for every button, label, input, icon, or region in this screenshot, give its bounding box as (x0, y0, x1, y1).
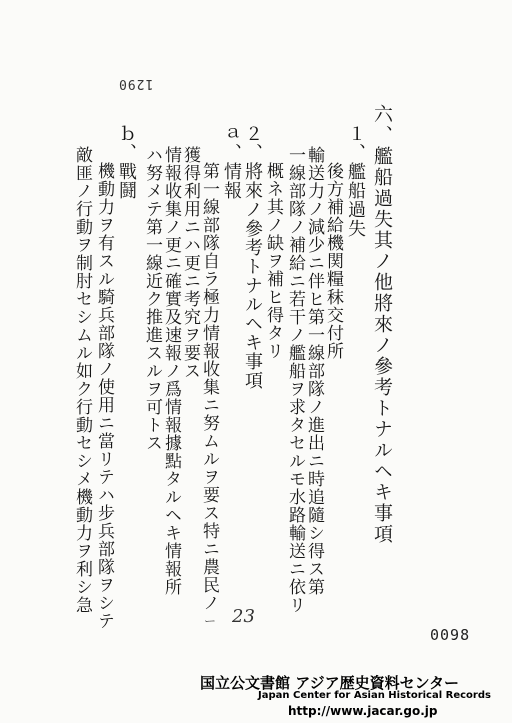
text-line: 輸送力ノ減少ニ伴ヒ第一線部隊ノ進出ニ時追隨シ得ス第 (304, 146, 324, 596)
text-line: 機動力ヲ有スル騎兵部隊ノ使用ニ當リテハ步兵部隊ヲシテ (94, 162, 114, 630)
subheading-combat: ｂ、戰鬪 (116, 124, 137, 200)
text-line: 後方補給機関糧秣交付所 (323, 162, 343, 360)
subheading-intelligence: ａ、情報 (221, 124, 242, 200)
text-line: 一線部隊ノ補給ニ若干ノ艦船ヲ求タセルモ水路輸送ニ依リ (285, 146, 305, 614)
page-number-marks: ー (204, 614, 217, 628)
text-line: ハ努メテ第一線近ク推進スルヲ可トス (142, 146, 162, 452)
text-line: 概ネ其ノ缺ヲ補ヒ得タリ (263, 162, 283, 360)
reference-number: 0098 (430, 626, 471, 644)
footer-institution-jp: 国立公文書館 アジア歴史資料センター (200, 674, 460, 692)
subheading-future-reference: ２、將來ノ參考トナルヘキ事項 (242, 124, 263, 390)
page-number: 23 (232, 606, 255, 627)
text-line: 敵匪ノ行動ヲ制肘セシムル如ク行動セシメ機動力ヲ利シ急 (72, 146, 92, 614)
footer-institution-en: Japan Center for Asian Historical Records (258, 690, 491, 701)
text-line: 情報收集ノ更ニ確實及速報ノ爲情報據點タルヘキ情報所 (161, 146, 181, 596)
subheading-ship-faults: １、艦船過失 (345, 124, 366, 238)
text-line: 第一線部隊自ラ極力情報收集ニ努ムルヲ要ス特ニ農民ノ (199, 162, 219, 612)
heading-section-6: 六、艦船過失其ノ他將來ノ參考トナルヘキ事項 (371, 104, 393, 545)
footer-url[interactable]: http://www.jacar.go.jp (288, 704, 438, 718)
text-line: 獲得利用ニハ更ニ考究ヲ要ス (180, 146, 200, 380)
archive-stamp-number: 1290 (118, 76, 154, 91)
